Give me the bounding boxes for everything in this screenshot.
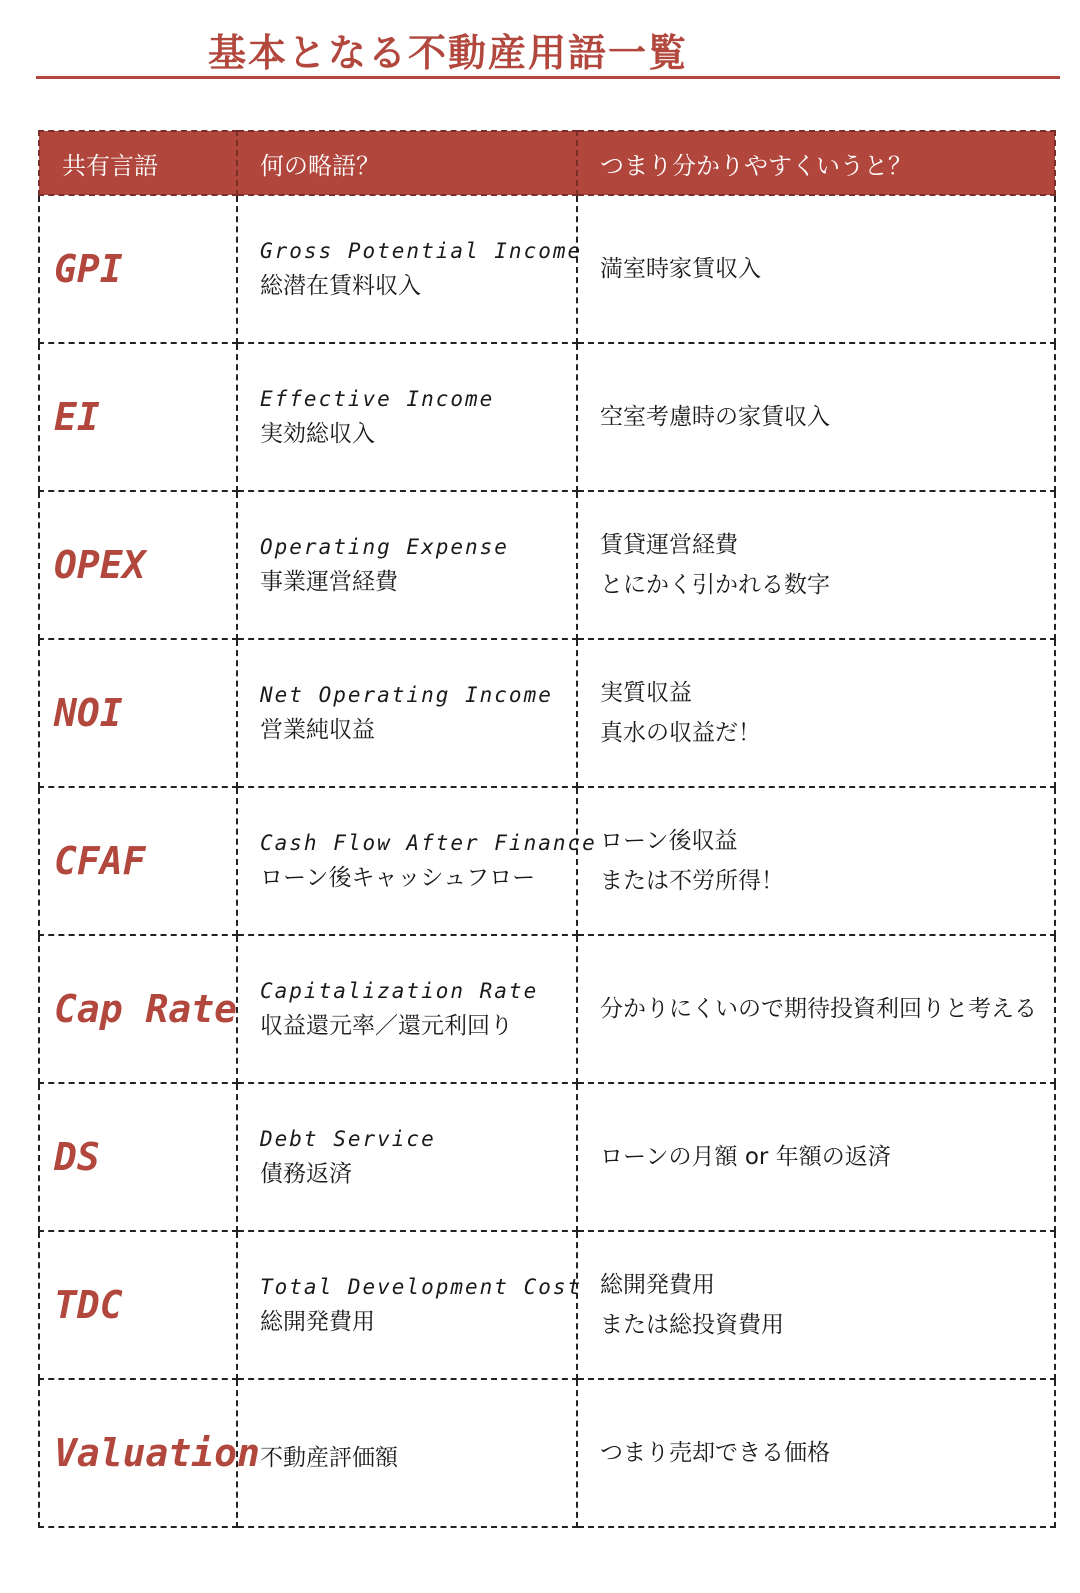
table-row: [39, 1083, 1055, 1231]
table-row: [39, 195, 1055, 343]
table-row: [39, 1231, 1055, 1379]
english-expansion: Net Operating Income: [260, 682, 553, 707]
table-row: [39, 935, 1055, 1083]
abbreviation-cell: [237, 935, 577, 1083]
plain-meaning-cell: [577, 343, 1055, 491]
table-row: [39, 1379, 1055, 1527]
abbreviation-cell: [237, 639, 577, 787]
abbreviation-cell: [237, 787, 597, 935]
plain-meaning-line: 満室時家賃収入: [600, 256, 761, 282]
plain-meaning-line: 分かりにくいので期待投資利回りと考える: [600, 996, 1037, 1022]
plain-meaning-cell: [577, 1379, 1055, 1527]
english-expansion: Total Development Cost: [260, 1274, 583, 1299]
japanese-term: 不動産評価額: [260, 1444, 398, 1471]
japanese-term: 債務返済: [260, 1160, 352, 1187]
abbreviation-cell: [237, 1231, 583, 1379]
plain-meaning-line: ローンの月額 or 年額の返済: [600, 1144, 891, 1170]
table-row: [39, 491, 1055, 639]
abbreviation-cell: [237, 1083, 577, 1231]
header-abbreviation: 何の略語？: [237, 131, 577, 195]
plain-meaning-cell: [577, 787, 1055, 935]
english-expansion: Capitalization Rate: [260, 978, 539, 1003]
japanese-term: 事業運営経費: [260, 568, 398, 595]
plain-meaning-cell: [577, 1083, 1055, 1231]
title-underline: [36, 76, 1060, 79]
plain-meaning-line: 総開発費用: [600, 1272, 715, 1298]
japanese-term: 収益還元率／還元利回り: [260, 1012, 513, 1039]
table-row: [39, 787, 1055, 935]
table-header-row: [39, 131, 1055, 195]
japanese-term: 総潜在賃料収入: [260, 272, 421, 299]
plain-meaning-line: つまり売却できる価格: [600, 1440, 830, 1466]
japanese-term: 営業純収益: [260, 716, 375, 743]
plain-meaning-line: または不労所得！: [600, 868, 784, 894]
plain-meaning-line: ローン後収益: [600, 828, 738, 854]
term-cell: CFAF: [39, 787, 237, 935]
plain-meaning-line: 実質収益: [600, 680, 692, 706]
term-cell: OPEX: [39, 491, 237, 639]
plain-meaning-line: とにかく引かれる数字: [600, 572, 830, 598]
english-expansion: Gross Potential Income: [260, 238, 583, 263]
abbreviation-cell: [237, 1379, 577, 1527]
english-expansion: Cash Flow After Finance: [260, 830, 597, 855]
table-row: [39, 343, 1055, 491]
plain-meaning-line: 真水の収益だ！: [600, 720, 761, 746]
plain-meaning-cell: [577, 1231, 1055, 1379]
english-expansion: Operating Expense: [260, 534, 509, 559]
header-term: 共有言語: [39, 131, 237, 195]
term-cell: Valuation: [39, 1379, 237, 1527]
plain-meaning-cell: [577, 639, 1055, 787]
plain-meaning-line: または総投資費用: [600, 1312, 784, 1338]
english-expansion: Effective Income: [260, 386, 495, 411]
plain-meaning-cell: [577, 491, 1055, 639]
term-cell: Cap Rate: [39, 935, 237, 1083]
header-plain-meaning: つまり分かりやすくいうと？: [577, 131, 1055, 195]
abbreviation-cell: [237, 195, 583, 343]
term-cell: TDC: [39, 1231, 237, 1379]
term-cell: NOI: [39, 639, 237, 787]
term-cell: EI: [39, 343, 237, 491]
term-cell: GPI: [39, 195, 237, 343]
table-row: [39, 639, 1055, 787]
term-cell: DS: [39, 1083, 237, 1231]
abbreviation-cell: [237, 491, 577, 639]
japanese-term: 総開発費用: [260, 1308, 375, 1335]
terms-table: [38, 130, 1056, 1528]
abbreviation-cell: [237, 343, 577, 491]
english-expansion: Debt Service: [260, 1126, 436, 1151]
plain-meaning-cell: [577, 935, 1055, 1083]
plain-meaning-cell: [577, 195, 1055, 343]
plain-meaning-line: 賃貸運営経費: [600, 532, 738, 558]
page-title: 基本となる不動産用語一覧: [208, 30, 689, 75]
japanese-term: ローン後キャッシュフロー: [260, 864, 536, 891]
japanese-term: 実効総収入: [260, 420, 375, 447]
plain-meaning-line: 空室考慮時の家賃収入: [600, 404, 830, 430]
